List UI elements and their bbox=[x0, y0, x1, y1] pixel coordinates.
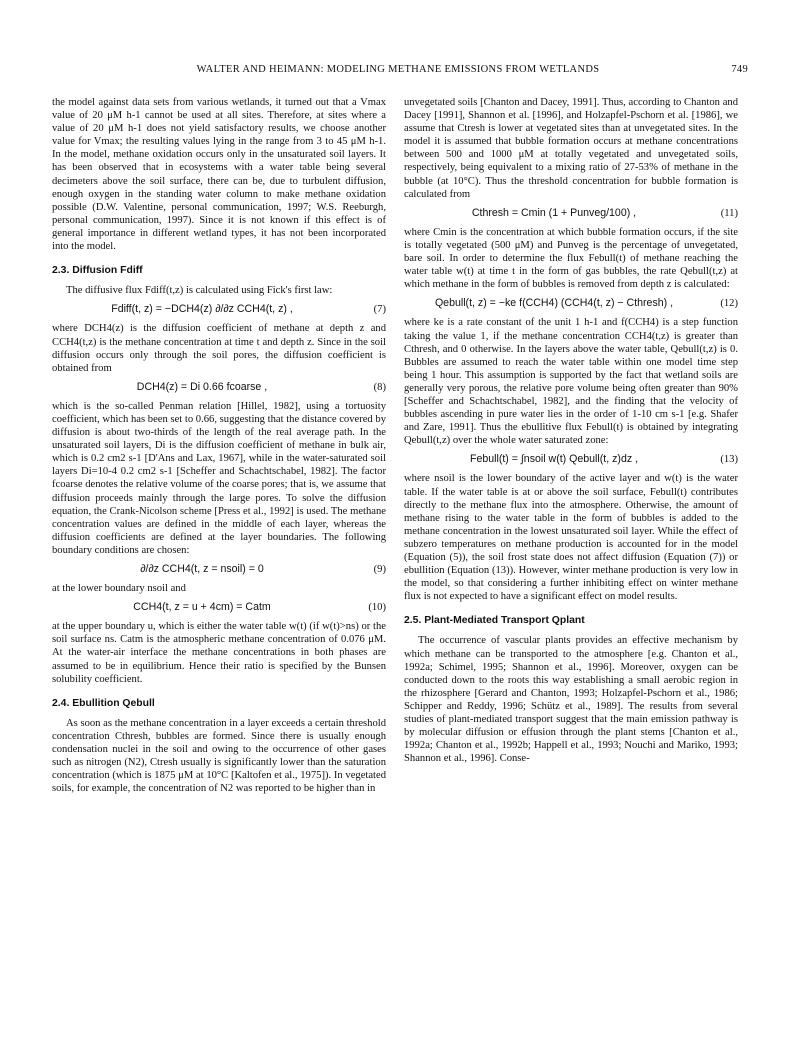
equation-number: (7) bbox=[373, 304, 386, 316]
running-title: WALTER AND HEIMANN: MODELING METHANE EMISSIONS FROM WETLANDS bbox=[196, 64, 600, 75]
paragraph: As soon as the methane concentration in a layer exceeds a certain threshold concentration Cthresh, bubbles are formed. Since there is usually enough condensation nuclei in the soil and owing to the occurrence of other gases such as nitrogen (N2), Ctresh usually is significantly lower than the saturation concentration (which is 1875 μM at 10°C [Kaltofen et al., 1975]). In vegetated soils, for example, the concentration of N2 was reported to be higher than in bbox=[52, 717, 386, 795]
left-column bbox=[52, 96, 386, 795]
equation-body: Cthresh = Cmin (1 + Punveg/100) , bbox=[471, 206, 637, 219]
paragraph: at the lower boundary nsoil and bbox=[52, 583, 186, 595]
equation-number: (13) bbox=[720, 454, 738, 466]
equation-number: (9) bbox=[373, 564, 386, 575]
equation-13 bbox=[404, 453, 738, 466]
equation-body: Fdiff(t, z) = −DCH4(z) ∂/∂z CCH4(t, z) , bbox=[111, 303, 293, 316]
paragraph: The diffusive flux Fdiff(t,z) is calculated using Fick's first law: bbox=[66, 285, 333, 297]
equation-12 bbox=[404, 297, 738, 310]
equation-8 bbox=[52, 381, 386, 394]
paragraph: where ke is a rate constant of the unit 1 h-1 and f(CCH4) is a step function taking the value 1, if the methane concentration CCH4(t,z) is greater than Cthresh, and 0 otherwise. In the layers above the water table, Qebull(t,z) is 0. Bubbles are assumed to reach the water table within one model time step being 1 hour. This assumption is supported by the fact that wetland soils are generally very porous, the relative pore volume being often greater than 90% [Scheffer and Schachtschabel, 1982], and the finding that the velocity of bubbles ascending in pure water lies in the order of 1-10 cm s-1 [e.g. Shafer and Zare, 1991]. Thus the ebullitive flux Febull(t) is obtained by integrating Qebull(t,z) over the whole water saturated zone: bbox=[404, 317, 738, 447]
equation-10 bbox=[52, 601, 386, 614]
paragraph: where Cmin is the concentration at which bubble formation occurs, if the site is totally vegetated (500 μM) and Punveg is the percentage of unvegetated, bare soil. In order to determine the flux Febull(t) of methane reaching the water table w(t) at time t in the form of gas bubbles, the rate Qebull(t,z) at which methane in the form of bubbles is removed from depth z is calculated: bbox=[404, 226, 738, 291]
equation-body: Qebull(t, z) = −ke f(CCH4) (CCH4(t, z) − Cthresh) , bbox=[434, 297, 674, 310]
paragraph: The occurrence of vascular plants provides an effective mechanism by which methane can be transported to the atmosphere [e.g. Chanton et al., 1992a; Schimel, 1995; Shannon et al., 1996]. Moreover, oxygen can be conducted down to the roots this way establishing a small aerobic region in the rhizosphere [Gerard and Chanton, 1993; Holzapfel-Pschorn et al., 1986; Schipper and Reddy, 1996; Schütz et al., 1989]. The results from several studies of plant-mediated transport suggest that the main emission pathway is by molecular diffusion or effusion through the plant stems [Chanton et al., 1992a; Chanton et al., 1992b; Happell et al., 1993; Nouchi and Mariko, 1993; Shannon et al., 1996]. Conse- bbox=[404, 635, 738, 765]
page-number: 749 bbox=[731, 64, 748, 75]
paragraph: which is the so-called Penman relation [Hillel, 1982], using a tortuosity coefficient, which has been set to 0.66, suggesting that the distance covered by diffusion is about two-thirds of the length of the real average path. In the unsaturated soil layers, Di is the diffusion coefficient of methane in bulk air, which is 0.2 cm2 s-1 [D'Ans and Lax, 1967], while in the water-saturated soil layers Di=10-4 0.2 cm2 s-1 [Scheffer and Schachtschabel, 1982]. The factor fcoarse denotes the relative volume of the coarse pores; that is, we assume that diffusion proceeds mainly through the large pores. To solve the diffusion equation, the Crank-Nicolson scheme [Press et al., 1992] is used. The methane concentration values are defined in the middle of each layer, whereas the diffusion coefficients are defined at the layer boundaries. The following boundary conditions are chosen: bbox=[52, 400, 386, 556]
section-heading: 2.3. Diffusion Fdiff bbox=[52, 265, 143, 277]
equation-9 bbox=[52, 563, 386, 576]
paragraph: unvegetated soils [Chanton and Dacey, 1991]. Thus, according to Chanton and Dacey [1991], Shannon et al. [1996], and Holzapfel-Pschorn et al. [1986], we assume that Ctresh is lower at vegetated sites than at unvegetated sites. In the model it is assumed that bubble formation occurs at methane concentrations between 500 and 1000 μM at totally vegetated and unvegetated soils, respectively, being equivalent to a mixing ratio of 27-53% of methane in the bubble (at 10°C). Thus the threshold concentration for bubble formation is calculated from bbox=[404, 97, 738, 200]
equation-number: (11) bbox=[720, 207, 738, 219]
section-heading: 2.4. Ebullition Qebull bbox=[52, 697, 155, 709]
equation-number: (12) bbox=[720, 298, 738, 310]
equation-11 bbox=[404, 207, 738, 220]
right-column bbox=[404, 96, 738, 765]
running-header bbox=[48, 64, 748, 80]
paragraph: at the upper boundary u, which is either the water table w(t) (if w(t)>ns) or the soil surface ns. Catm is the atmospheric methane concentration of 0.076 μM. At the water-air interface the methane concentrations in both phases are assumed to be in equilibrium. Hence their ratio is specified by the Bunsen solubility coefficient. bbox=[52, 621, 386, 685]
equation-number: (10) bbox=[368, 602, 386, 614]
equation-body: DCH4(z) = Di 0.66 fcoarse , bbox=[136, 380, 268, 393]
section-heading: 2.5. Plant-Mediated Transport Qplant bbox=[404, 615, 585, 627]
paragraph: where DCH4(z) is the diffusion coefficient of methane at depth z and CCH4(t,z) is the methane concentration at time t and depth z. Since in the soil diffusion occurs only through the soil pores, the diffusion coefficient is obtained from bbox=[52, 323, 386, 374]
equation-body: ∂/∂z CCH4(t, z = nsoil) = 0 bbox=[140, 563, 264, 575]
paragraph: where nsoil is the lower boundary of the active layer and w(t) is the water table. If the water table is at or above the soil surface, Febull(t) contributes directly to the methane flux into the atmosphere. Otherwise, the amount of methane rising to the water table in the form of bubbles is added to the methane concentration in the lowest unsaturated soil layer. While the effect of subzero temperatures on methane production is accounted for in the model (Equation (5)), the soil frost state does not affect diffusion (Equation (7)) or ebullition (Equation (13)). However, winter methane production is very low in the model, so that considering a further inhibiting effect on winter methane flux is not expected to have a significant effect on model results. bbox=[404, 473, 738, 603]
equation-7 bbox=[52, 303, 386, 316]
equation-body: CCH4(t, z = u + 4cm) = Catm bbox=[133, 601, 271, 614]
equation-number: (8) bbox=[373, 381, 386, 393]
paragraph: the model against data sets from various wetlands, it turned out that a Vmax value of 20 μM h-1 cannot be used at all sites. Therefore, at sites where a value of 20 μM h-1 does not yield satisfactory results, we choose another value for Vmax; the resulting values lying in the range from 3 to 45 μM h-1. In the model, methane oxidation occurs only in the unsaturated soil layers. It has been observed that in ecosystems with a water table being several decimeters above the soil surface, there can be, due to turbulent diffusion, enough oxygen in the standing water column to make methane oxidation possible (D.W. Valentine, personal communication, 1997; W.S. Reeburgh, personal communication, 1997). Since it is not known if this effect is of general importance in different wetland types, it has not been incorporated into the model. bbox=[52, 97, 386, 253]
equation-body: Febull(t) = ∫nsoil w(t) Qebull(t, z)dz , bbox=[469, 453, 639, 466]
